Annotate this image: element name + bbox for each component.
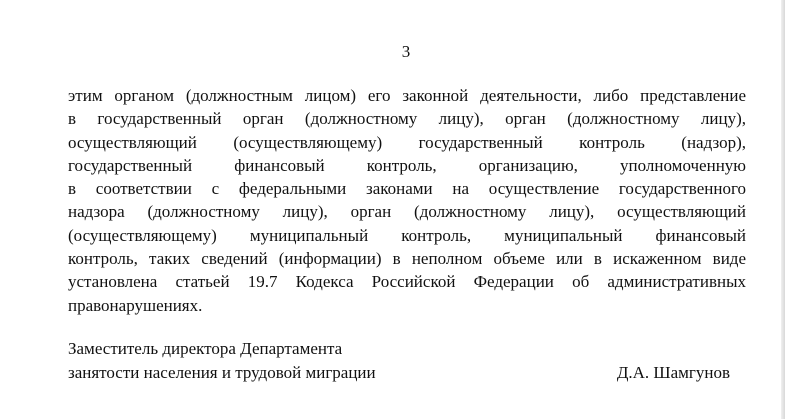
signatory-position-line-1: Заместитель директора Департамента [68, 339, 343, 358]
page-number: 3 [401, 42, 411, 61]
signature-row-1 [68, 337, 738, 361]
signature-row-2 [68, 361, 738, 385]
paragraph-line: установлена статьей 19.7 Кодекса Российской Федерации об административных [68, 272, 746, 292]
signature-block [68, 337, 738, 385]
paragraph-line: надзора (должностному лицу), орган (должностному лицу), осуществляющий [68, 202, 746, 222]
paragraph-line: осуществляющий (осуществляющему) государственный контроль (надзор), [68, 132, 746, 152]
paragraph-line: (осуществляющему) муниципальный контроль, муниципальный финансовый [68, 225, 746, 245]
signatory-name: Д.А. Шамгунов [616, 363, 730, 382]
paragraph-line: правонарушениях. [68, 295, 203, 315]
body-paragraph [68, 84, 746, 317]
paragraph-line: в соответствии с федеральными законами на осуществление государственного [68, 179, 746, 199]
page-edge-shadow [781, 0, 785, 419]
paragraph-line: государственный финансовый контроль, организацию, уполномоченную [68, 155, 746, 175]
signatory-position-line-2: занятости населения и трудовой миграции [68, 363, 376, 382]
paragraph-line: этим органом (должностным лицом) его законной деятельности, либо представление [68, 86, 746, 105]
paragraph-line: в государственный орган (должностному лицу), орган (должностному лицу), [68, 109, 746, 129]
paragraph-line: контроль, таких сведений (информации) в неполном объеме или в искаженном виде [68, 249, 746, 269]
